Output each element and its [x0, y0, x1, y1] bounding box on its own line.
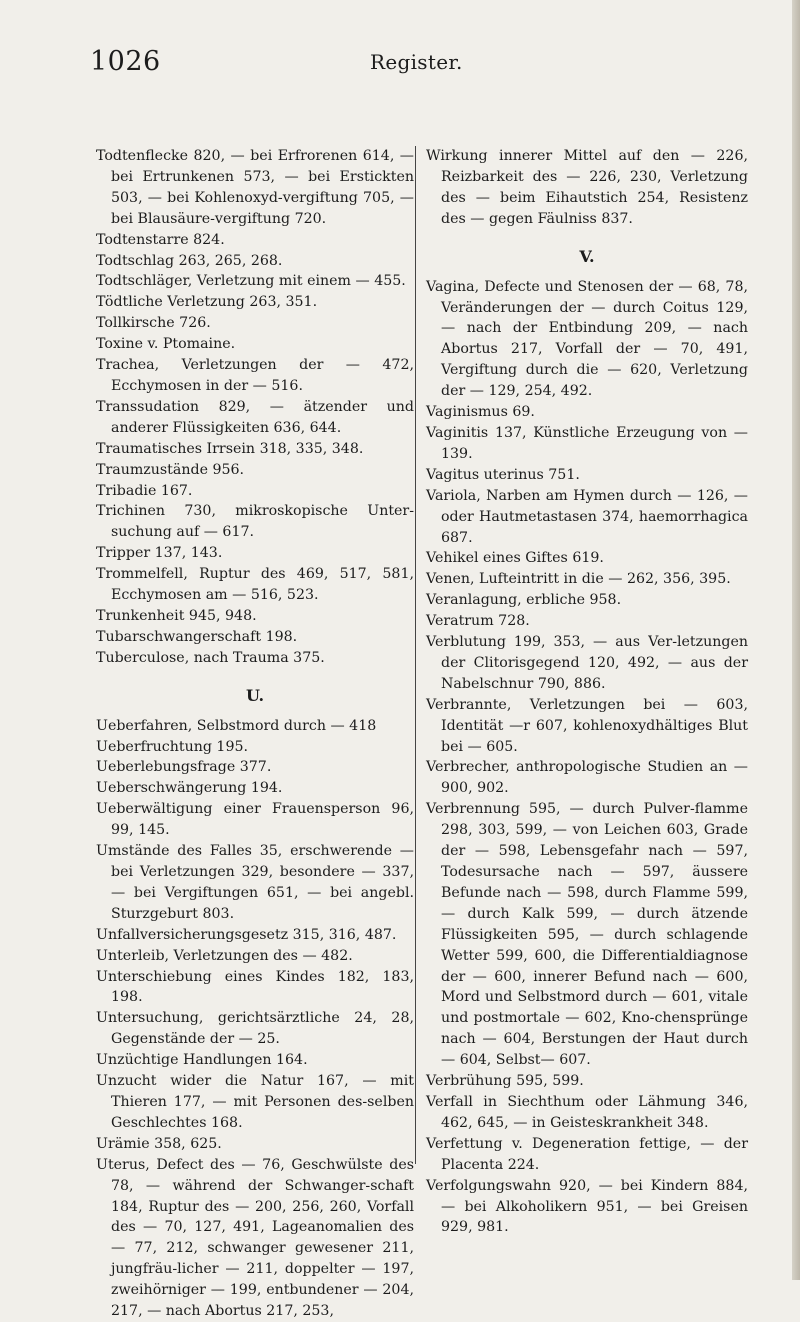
index-entry: Unfallversicherungsgesetz 315, 316, 487.: [96, 926, 397, 943]
index-entry: Tribadie 167.: [96, 482, 193, 499]
index-entry: Trunkenheit 945, 948.: [96, 607, 257, 624]
left-entries-u: [96, 716, 414, 1322]
index-entry: Verfall in Siechthum oder Lähmung 346, 462, 645, — in Geisteskrankheit 348.: [426, 1093, 748, 1131]
index-entry: Tuberculose, nach Trauma 375.: [96, 649, 325, 666]
index-entry: Ueberwältigung einer Frauensperson 96, 99, 145.: [96, 801, 414, 839]
index-entry: Tollkirsche 726.: [96, 315, 211, 332]
index-entry: Trommelfell, Ruptur des 469, 517, 581, Ecchymosen am — 516, 523.: [96, 566, 414, 604]
index-entry: Verbrennung 595, — durch Pulver-flamme 298, 303, 599, — von Leichen 603, Grade der — 598, Lebensgefahr nach — 597, Todesursache nach — 597, äussere Befunde nach — 598, durch Flamme 599, — durch Kalk 599, — durch ätzende Flüssigkeiten 595, — durch schlagende Wetter 599, 600, die Differentialdiagnose der — 600, innerer Befund nach — 600, Mord und Selbstmord durch — 601, vitale und postmortale — 602, Kno-chensprünge nach — 604, Berstungen der Haut durch — 604, Selbst— 607.: [426, 801, 748, 1069]
index-entry: Vehikel eines Giftes 619.: [426, 550, 604, 567]
index-entry: Venen, Lufteintritt in die — 262, 356, 395.: [426, 571, 731, 588]
index-entry: Vaginismus 69.: [426, 404, 535, 421]
index-entry: Umstände des Falles 35, erschwerende — bei Verletzungen 329, besondere — 337, — bei Vergiftungen 651, — bei angebl. Sturzgeburt 803.: [96, 843, 414, 922]
right-entries-v: [426, 277, 748, 1239]
index-entry: Vaginitis 137, Künstliche Erzeugung von — 139.: [426, 424, 748, 462]
index-entry: Trachea, Verletzungen der — 472, Ecchymosen in der — 516.: [96, 357, 414, 394]
right-entries-u-cont: [426, 146, 748, 230]
index-entry: Verblutung 199, 353, — aus Ver-letzungen der Clitorisgegend 120, 492, — aus der Nabelschnur 790, 886.: [426, 634, 748, 692]
index-entry: Ueberschwängerung 194.: [96, 780, 283, 797]
index-entry: Traumatisches Irrsein 318, 335, 348.: [96, 440, 364, 457]
index-entry: Wirkung innerer Mittel auf den — 226, Reizbarkeit des — 226, 230, Verletzung des — beim Eihautstich 254, Resistenz des — gegen Fäulniss 837.: [426, 148, 748, 227]
index-entry: Veranlagung, erbliche 958.: [426, 592, 622, 609]
index-entry: Ueberfahren, Selbstmord durch — 418: [96, 717, 377, 734]
index-entry: Verfolgungswahn 920, — bei Kindern 884, — bei Alkoholikern 951, — bei Greisen 929, 981.: [426, 1177, 748, 1236]
index-entry: Veratrum 728.: [426, 613, 530, 630]
index-entry: Urämie 358, 625.: [96, 1135, 222, 1152]
index-entry: Unzucht wider die Natur 167, — mit Thieren 177, — mit Personen des-selben Geschlechtes 168.: [96, 1073, 414, 1131]
index-entry: Untersuchung, gerichtsärztliche 24, 28, Gegenstände der — 25.: [96, 1010, 414, 1048]
index-entry: Todtenstarre 824.: [96, 231, 225, 248]
index-entry: Tubarschwangerschaft 198.: [96, 628, 298, 645]
index-entry: Verbrannte, Verletzungen bei — 603, Identität —r 607, kohlenoxydhältiges Blut bei — 605.: [426, 696, 748, 755]
index-entry: Verbrecher, anthropologische Studien an — 900, 902.: [426, 759, 748, 797]
left-column: [96, 146, 414, 1322]
index-entry: Vagina, Defecte und Stenosen der — 68, 78, Veränderungen der — durch Coitus 129, — nach der Entbindung 209, — nach Abortus 217, Vorfall der — 70, 491, Vergiftung durch die — 620, Verletzung der — 129, 254, 492.: [426, 278, 748, 400]
column-divider: [415, 146, 416, 1164]
index-entry: Variola, Narben am Hymen durch — 126, — oder Hautmetastasen 374, haemorrhagica 687.: [426, 487, 748, 546]
page-edge-shadow: [792, 0, 800, 1280]
index-entry: Tripper 137, 143.: [96, 545, 223, 562]
index-entry: Uterus, Defect des — 76, Geschwülste des 78, — während der Schwanger-schaft 184, Ruptur des — 200, 256, 260, Vorfall des — 70, 127, 491, Lageanomalien des — 77, 212, schwanger gewesener 211, jungfräu-licher — 211, doppelter — 197, zweihörniger — 199, entbundener — 204, 217, — nach Abortus 217, 253,: [96, 1156, 414, 1320]
section-letter-u: U.: [245, 685, 265, 705]
index-entry: Ueberlebungsfrage 377.: [96, 759, 272, 776]
index-entry: Verbrühung 595, 599.: [426, 1073, 584, 1090]
index-entry: Toxine v. Ptomaine.: [96, 336, 236, 353]
index-entry: Todtschlag 263, 265, 268.: [96, 252, 283, 269]
running-title: Register.: [370, 50, 463, 74]
index-entry: Todtenflecke 820, — bei Erfrorenen 614, — bei Ertrunkenen 573, — bei Erstickten 503, — bei Kohlenoxyd-vergiftung 705, — bei Blausäure-vergiftung 720.: [96, 148, 414, 227]
right-column: [426, 146, 748, 1238]
index-entry: Trichinen 730, mikroskopische Unter-suchung auf — 617.: [96, 503, 414, 541]
index-entry: Traumzustände 956.: [96, 461, 245, 478]
index-entry: Tödtliche Verletzung 263, 351.: [96, 294, 318, 311]
section-letter-v: V.: [579, 246, 595, 266]
page-number: 1026: [90, 46, 161, 77]
index-entry: Unzüchtige Handlungen 164.: [96, 1052, 308, 1069]
index-entry: Todtschläger, Verletzung mit einem — 455.: [96, 273, 406, 290]
index-entry: Verfettung v. Degeneration fettige, — der Placenta 224.: [426, 1135, 748, 1173]
index-entry: Vagitus uterinus 751.: [426, 466, 580, 483]
index-entry: Unterleib, Verletzungen des — 482.: [96, 947, 353, 964]
index-entry: Ueberfruchtung 195.: [96, 738, 249, 755]
index-entry: Transsudation 829, — ätzender und anderer Flüssigkeiten 636, 644.: [96, 398, 414, 436]
left-entries-t: [96, 146, 414, 669]
index-entry: Unterschiebung eines Kindes 182, 183, 198.: [96, 968, 414, 1006]
